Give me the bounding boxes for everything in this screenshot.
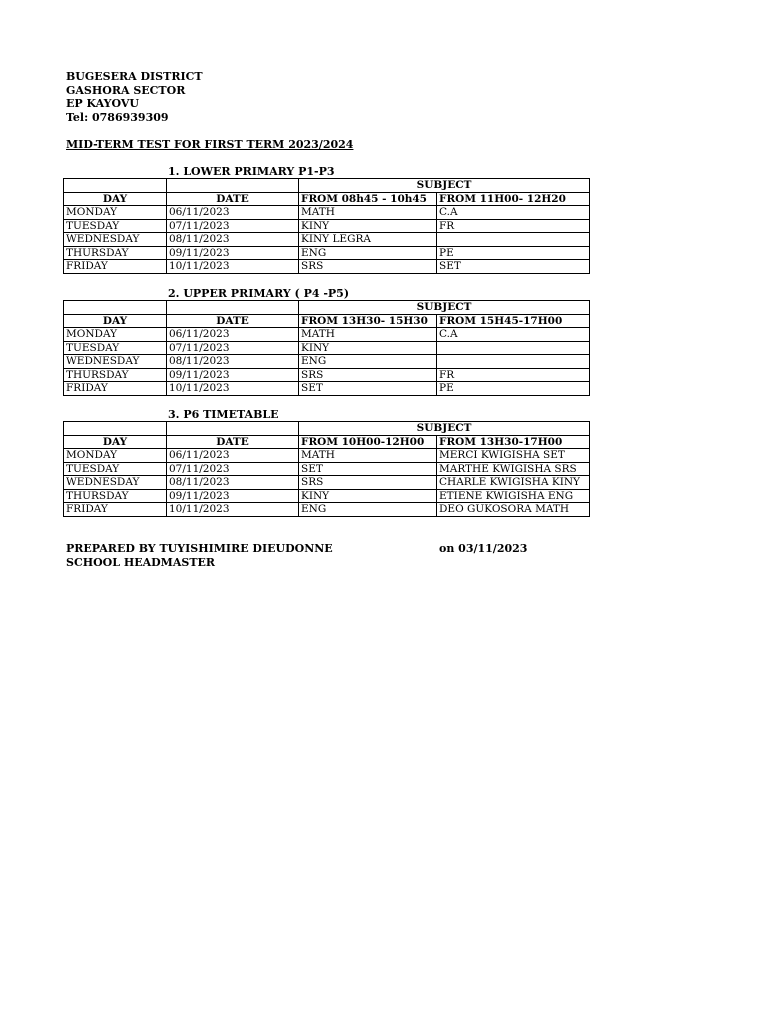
- cell-date: 08/11/2023: [167, 355, 299, 369]
- cell-subject1: SRS: [299, 476, 437, 490]
- column-header-row: [64, 314, 590, 328]
- cell-day: TUESDAY: [64, 341, 167, 355]
- cell-subject2: C.A: [437, 206, 590, 220]
- cell-subject2: DEO GUKOSORA MATH: [437, 503, 590, 517]
- cell-subject1: ENG: [299, 355, 437, 369]
- section-title-upper-primary: 2. UPPER PRIMARY ( P4 -P5): [168, 287, 350, 300]
- subject-header-row: [64, 301, 590, 315]
- cell-subject2: [437, 233, 590, 247]
- cell-subject1: KINY LEGRA: [299, 233, 437, 247]
- cell-subject2: C.A: [437, 328, 590, 342]
- cell-date: 07/11/2023: [167, 341, 299, 355]
- col-date: DATE: [167, 192, 299, 206]
- cell-subject2: PE: [437, 382, 590, 396]
- cell-day: WEDNESDAY: [64, 355, 167, 369]
- school-name: EP KAYOVU: [66, 97, 139, 110]
- table-row: [64, 260, 590, 274]
- cell-subject2: CHARLE KWIGISHA KINY: [437, 476, 590, 490]
- table-row: [64, 233, 590, 247]
- col-slot1: FROM 08h45 - 10h45: [299, 192, 437, 206]
- cell-subject1: KINY: [299, 219, 437, 233]
- cell-date: 08/11/2023: [167, 233, 299, 247]
- cell-subject1: SET: [299, 462, 437, 476]
- cell-subject1: ENG: [299, 503, 437, 517]
- cell-day: TUESDAY: [64, 219, 167, 233]
- subject-header-row: [64, 179, 590, 193]
- subject-label: SUBJECT: [299, 422, 590, 436]
- prepared-date: on 03/11/2023: [439, 542, 528, 555]
- cell-subject2: [437, 341, 590, 355]
- sector-name: GASHORA SECTOR: [66, 83, 186, 97]
- cell-subject1: ENG: [299, 246, 437, 260]
- cell-subject1: MATH: [299, 328, 437, 342]
- table-row: [64, 503, 590, 517]
- col-slot1: FROM 13H30- 15H30: [299, 314, 437, 328]
- cell-subject2: FR: [437, 219, 590, 233]
- cell-date: 09/11/2023: [167, 246, 299, 260]
- timetable-p6: [63, 421, 590, 517]
- section-title-lower-primary: 1. LOWER PRIMARY P1-P3: [168, 165, 335, 178]
- cell-day: MONDAY: [64, 328, 167, 342]
- table-row: [64, 368, 590, 382]
- table-row: [64, 382, 590, 396]
- district-name: BUGESERA DISTRICT: [66, 70, 203, 83]
- cell-subject1: SRS: [299, 260, 437, 274]
- cell-day: WEDNESDAY: [64, 476, 167, 490]
- cell-date: 10/11/2023: [167, 260, 299, 274]
- cell-day: MONDAY: [64, 449, 167, 463]
- table-row: [64, 206, 590, 220]
- table-row: [64, 341, 590, 355]
- cell-subject2: [437, 355, 590, 369]
- section-title-p6: 3. P6 TIMETABLE: [168, 408, 279, 421]
- subject-label: SUBJECT: [299, 301, 590, 315]
- cell-day: THURSDAY: [64, 368, 167, 382]
- signatory-role: SCHOOL HEADMASTER: [66, 556, 216, 569]
- cell-day: THURSDAY: [64, 246, 167, 260]
- cell-subject2: ETIENE KWIGISHA ENG: [437, 489, 590, 503]
- cell-date: 10/11/2023: [167, 382, 299, 396]
- school-header: [66, 70, 203, 124]
- cell-date: 09/11/2023: [167, 368, 299, 382]
- cell-date: 06/11/2023: [167, 328, 299, 342]
- cell-day: FRIDAY: [64, 382, 167, 396]
- table-row: [64, 476, 590, 490]
- column-header-row: [64, 435, 590, 449]
- cell-date: 07/11/2023: [167, 462, 299, 476]
- timetable-lower-primary: [63, 178, 590, 274]
- col-slot1: FROM 10H00-12H00: [299, 435, 437, 449]
- subject-header-row: [64, 422, 590, 436]
- cell-subject2: PE: [437, 246, 590, 260]
- col-day: DAY: [64, 314, 167, 328]
- cell-subject2: FR: [437, 368, 590, 382]
- cell-subject1: SRS: [299, 368, 437, 382]
- cell-date: 06/11/2023: [167, 449, 299, 463]
- col-day: DAY: [64, 192, 167, 206]
- cell-subject1: MATH: [299, 206, 437, 220]
- cell-subject1: KINY: [299, 489, 437, 503]
- cell-day: FRIDAY: [64, 503, 167, 517]
- col-date: DATE: [167, 435, 299, 449]
- cell-date: 09/11/2023: [167, 489, 299, 503]
- cell-date: 06/11/2023: [167, 206, 299, 220]
- cell-date: 10/11/2023: [167, 503, 299, 517]
- cell-date: 08/11/2023: [167, 476, 299, 490]
- telephone: Tel: 0786939309: [66, 110, 169, 124]
- table-row: [64, 219, 590, 233]
- cell-day: FRIDAY: [64, 260, 167, 274]
- col-slot2: FROM 11H00- 12H20: [437, 192, 590, 206]
- cell-subject2: MERCI KWIGISHA SET: [437, 449, 590, 463]
- timetable-upper-primary: [63, 300, 590, 396]
- cell-day: MONDAY: [64, 206, 167, 220]
- cell-day: WEDNESDAY: [64, 233, 167, 247]
- col-day: DAY: [64, 435, 167, 449]
- cell-day: TUESDAY: [64, 462, 167, 476]
- column-header-row: [64, 192, 590, 206]
- cell-subject2: MARTHE KWIGISHA SRS: [437, 462, 590, 476]
- subject-label: SUBJECT: [299, 179, 590, 193]
- table-row: [64, 246, 590, 260]
- cell-subject1: KINY: [299, 341, 437, 355]
- table-row: [64, 355, 590, 369]
- col-slot2: FROM 15H45-17H00: [437, 314, 590, 328]
- cell-subject1: MATH: [299, 449, 437, 463]
- cell-date: 07/11/2023: [167, 219, 299, 233]
- col-date: DATE: [167, 314, 299, 328]
- table-row: [64, 449, 590, 463]
- document-title: MID-TERM TEST FOR FIRST TERM 2023/2024: [66, 138, 354, 151]
- table-row: [64, 462, 590, 476]
- table-row: [64, 489, 590, 503]
- cell-day: THURSDAY: [64, 489, 167, 503]
- cell-subject2: SET: [437, 260, 590, 274]
- col-slot2: FROM 13H30-17H00: [437, 435, 590, 449]
- cell-subject1: SET: [299, 382, 437, 396]
- prepared-by: PREPARED BY TUYISHIMIRE DIEUDONNE: [66, 542, 333, 555]
- table-row: [64, 328, 590, 342]
